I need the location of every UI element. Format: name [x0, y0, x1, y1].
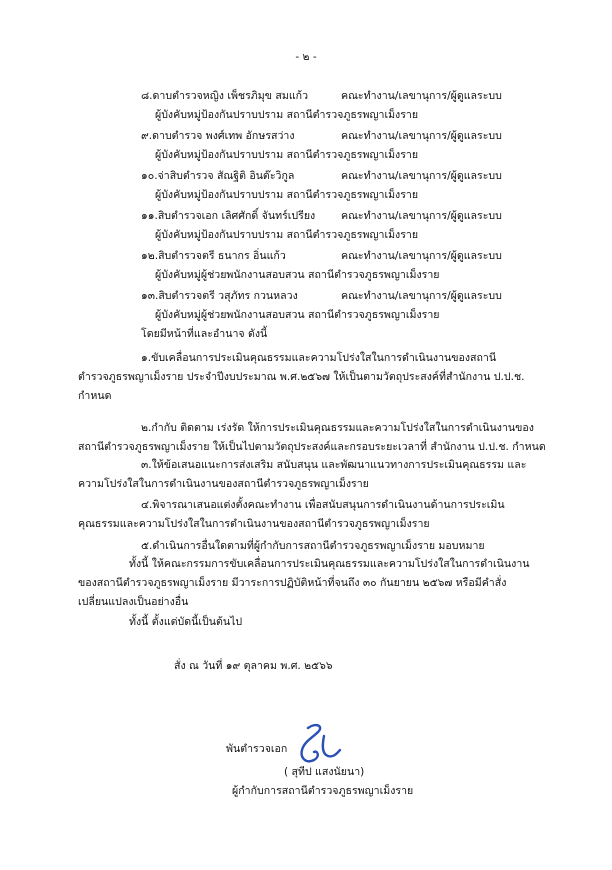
- member-8-name: ๘.ดาบตำรวจหญิง เพ็ชรภิมุข สมแก้ว: [141, 90, 309, 102]
- duty-4-line-1: ๔.พิจารณาเสนอแต่งตั้งคณะทำงาน เพื่อสนับสนุนการดำเนินงานด้านการประเมิน: [141, 499, 505, 511]
- member-11-role: คณะทำงาน/เลขานุการ/ผู้ดูแลระบบ: [341, 210, 502, 222]
- duty-3-line-1: ๓.ให้ข้อเสนอแนะการส่งเสริม สนับสนุน และพัฒนาแนวทางการประเมินคุณธรรม และ: [141, 459, 527, 471]
- page-number: - ๒ -: [295, 51, 317, 63]
- closing-line-3: เปลี่ยนแปลงเป็นอย่างอื่น: [78, 596, 189, 608]
- signer-name: ( สุทีป แสงนัยนา): [284, 766, 365, 778]
- member-11-unit: ผู้บังคับหมู่ป้องกันปราบปราม สถานีตำรวจภูธรพญาเม็งราย: [155, 229, 419, 241]
- member-10-role: คณะทำงาน/เลขานุการ/ผู้ดูแลระบบ: [341, 170, 502, 182]
- effective-line: ทั้งนี้ ตั้งแต่บัดนี้เป็นต้นไป: [129, 616, 243, 628]
- member-11-name: ๑๑.สิบตำรวจเอก เลิศศักดิ์ จันทร์เปรียง: [141, 210, 316, 222]
- member-12-role: คณะทำงาน/เลขานุการ/ผู้ดูแลระบบ: [341, 250, 502, 262]
- member-9-unit: ผู้บังคับหมู่ป้องกันปราบปราม สถานีตำรวจภูธรพญาเม็งราย: [155, 149, 419, 161]
- member-9-name: ๙.ดาบตำรวจ พงศ์เทพ อักษรสว่าง: [141, 130, 295, 142]
- member-9-role: คณะทำงาน/เลขานุการ/ผู้ดูแลระบบ: [341, 130, 502, 142]
- closing-line-1: ทั้งนี้ ให้คณะกรรมการขับเคลื่อนการประเมินคุณธรรมและความโปร่งใสในการดำเนินงาน: [129, 558, 530, 570]
- member-12-unit: ผู้บังคับหมู่ผู้ช่วยพนักงานสอบสวน สถานีตำรวจภูธรพญาเม็งราย: [155, 269, 440, 281]
- duty-1-line-2: ตำรวจภูธรพญาเม็งราย ประจำปีงบประมาณ พ.ศ.๒๕๖๗ ให้เป็นตามวัตถุประสงค์ที่สำนักงาน ป.ป.ช.: [78, 371, 525, 383]
- signer-position: ผู้กำกับการสถานีตำรวจภูธรพญาเม็งราย: [232, 785, 414, 797]
- signer-rank: พันตำรวจเอก: [226, 743, 288, 755]
- duty-1-line-3: กำหนด: [78, 390, 112, 402]
- duty-5-line-1: ๕.ดำเนินการอื่นใดตามที่ผู้กำกับการสถานีตำรวจภูธรพญาเม็งราย มอบหมาย: [141, 540, 485, 552]
- member-13-name: ๑๓.สิบตำรวจตรี วสุภัทร กวนหลวง: [141, 290, 298, 302]
- member-8-unit: ผู้บังคับหมู่ป้องกันปราบปราม สถานีตำรวจภูธรพญาเม็งราย: [155, 109, 419, 121]
- member-8-role: คณะทำงาน/เลขานุการ/ผู้ดูแลระบบ: [341, 90, 502, 102]
- member-13-unit: ผู้บังคับหมู่ผู้ช่วยพนักงานสอบสวน สถานีตำรวจภูธรพญาเม็งราย: [155, 309, 440, 321]
- handwritten-signature: [288, 722, 348, 768]
- duties-intro: โดยมีหน้าที่และอำนาจ ดังนี้: [141, 328, 268, 340]
- member-12-name: ๑๒.สิบตำรวจตรี ธนากร อิ่นแก้ว: [141, 250, 286, 262]
- duty-2-line-1: ๒.กำกับ ติดตาม เร่งรัด ให้การประเมินคุณธรรมและความโปร่งใสในการดำเนินงานของ: [141, 422, 534, 434]
- member-13-role: คณะทำงาน/เลขานุการ/ผู้ดูแลระบบ: [341, 290, 502, 302]
- member-10-unit: ผู้บังคับหมู่ป้องกันปราบปราม สถานีตำรวจภูธรพญาเม็งราย: [155, 189, 419, 201]
- duty-1-line-1: ๑.ขับเคลื่อนการประเมินคุณธรรมและความโปร่งใสในการดำเนินงานของสถานี: [141, 352, 497, 364]
- closing-line-2: ของสถานีตำรวจภูธรพญาเม็งราย มีวาระการปฏิบัติหน้าที่จนถึง ๓๐ กันยายน ๒๕๖๗ หรือมีคำสั่ง: [78, 577, 507, 589]
- member-10-name: ๑๐.จ่าสิบตำรวจ สัณฐิติ อินต๊ะวิกูล: [141, 170, 295, 182]
- duty-3-line-2: ความโปร่งใสในการดำเนินงานของสถานีตำรวจภูธรพญาเม็งราย: [78, 478, 369, 490]
- duty-4-line-2: คุณธรรมและความโปร่งใสในการดำเนินงานของสถานีตำรวจภูธรพญาเม็งราย: [78, 518, 430, 530]
- duty-2-line-2: สถานีตำรวจภูธรพญาเม็งราย ให้เป็นไปตามวัตถุประสงค์และกรอบระยะเวลาที่ สำนักงาน ป.ป.ช. กำหนด: [78, 441, 546, 453]
- order-date: สั่ง ณ วันที่ ๑๙ ตุลาคม พ.ศ. ๒๕๖๖: [174, 660, 333, 672]
